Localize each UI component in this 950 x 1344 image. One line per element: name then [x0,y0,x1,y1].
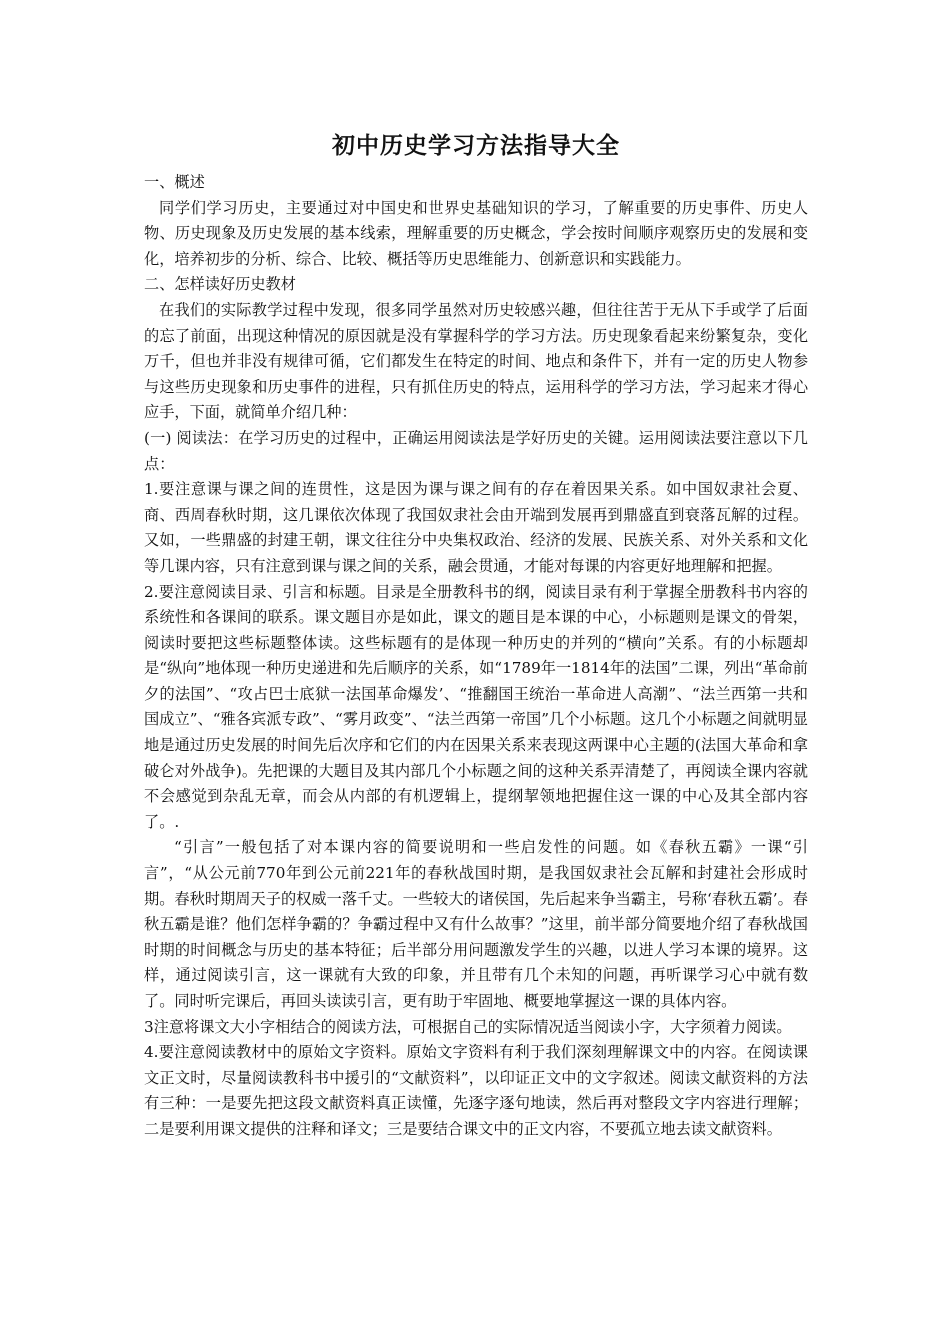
paragraph-intro: 在我们的实际教学过程中发现，很多同学虽然对历史较感兴趣，但往往苦于无从下手或学了后面的忘了前面，出现这种情况的原因就是没有掌握科学的学习方法。历史现象看起来纷繁复杂，变化万千，但也并非没有规律可循，它们都发生在特定的时间、地点和条件下，并有一定的历史人物参与这些历史现象和历史事件的进程，只有抓住历史的特点，运用科学的学习方法，学习起来才得心应手，下面，就简单介绍几种： [144,300,808,422]
paragraph-point-4: 4.要注意阅读教材中的原始文字资料。原始文字资料有利于我们深刻理解课文中的内容。在阅读课文正文时，尽量阅读教科书中援引的“文献资料”，以印证正文中的文字叙述。阅读文献资料的方法有三种：一是要先把这段文献资料真正读懂，先逐字逐句地读，然后再对整段文字内容进行理解；二是要利用课文提供的注释和译文；三是要结合课文中的正文内容，不要孤立地去读文献资料。 [144,1043,808,1138]
paragraph-reading-method: (一) 阅读法：在学习历史的过程中，正确运用阅读法是学好历史的关键。运用阅读法要注意以下几点： [144,428,808,473]
section-heading-reading: 二、怎样读好历史教材 [144,275,296,294]
paragraph-point-3: 3注意将课文大小字相结合的阅读方法，可根据自己的实际情况适当阅读小字，大字须着力阅读。 [144,1017,792,1036]
document-title: 初中历史学习方法指导大全 [332,132,620,159]
document-body [144,130,808,1143]
paragraph-point-2: 2.要注意阅读目录、引言和标题。目录是全册教科书的纲，阅读目录有利于掌握全册教科书内容的系统性和各课间的联系。课文题目亦是如此，课文的题目是本课的中心，小标题则是课文的骨架，阅读时要把这些标题整体读。这些标题有的是体现一种历史的并列的“横向”关系。有的小标题却是“纵向”地体现一种历史递进和先后顺序的关系，如“1789年一1814年的法国”二课，列出“革命前夕的法国”、“攻占巴士底狱一法国革命爆发’、“推翻国王统治一革命进人高潮”、“法兰西第一共和国成立”、“雅各宾派专政”、“雾月政变”、“法兰西第一帝国”几个小标题。这几个小标题之间就明显地是通过历史发展的时间先后次序和它们的内在因果关系来表现这两课中心主题的(法国大革命和拿破仑对外战争)。先把课的大题目及其内部几个小标题之间的这种关系弄清楚了，再阅读全课内容就不会感觉到杂乱无章，而会从内部的有机逻辑上，提纲挈领地把握住这一课的中心及其全部内容了。. [144,582,808,831]
paragraph-overview: 同学们学习历史，主要通过对中国史和世界史基础知识的学习，了解重要的历史事件、历史人物、历史现象及历史发展的基本线索，理解重要的历史概念，学会按时间顺序观察历史的发展和变化，培养初步的分析、综合、比较、概括等历史思维能力、创新意识和实践能力。 [144,198,808,268]
section-heading-overview: 一、概述 [144,173,205,191]
paragraph-point-1: 1.要注意课与课之间的连贯性，这是因为课与课之间有的存在着因果关系。如中国奴隶社会夏、商、西周春秋时期，这几课依次体现了我国奴隶社会由开端到发展再到鼎盛直到衰落瓦解的过程。又如，一些鼎盛的封建王朝，课文往往分中央集权政治、经济的发展、民族关系、对外关系和文化等几课内容，只有注意到课与课之间的关系，融会贯通，才能对每课的内容更好地理解和把握。 [144,480,808,575]
paragraph-introduction-note: “引言”一般包括了对本课内容的简要说明和一些启发性的问题。如《春秋五霸》一课“引言”，“从公元前770年到公元前221年的春秋战国时期，是我国奴隶社会瓦解和封建社会形成时期。春秋时期周天子的权威一落千丈。一些较大的诸侯国，先后起来争当霸主，号称‘春秋五霸’。春秋五霸是谁？他们怎样争霸的？争霸过程中又有什么故事？”这里，前半部分简要地介绍了春秋战国时期的时间概念与历史的基本特征；后半部分用问题激发学生的兴趣，以进人学习本课的境界。这样，通过阅读引言，这一课就有大致的印象，并且带有几个未知的问题，再听课学习心中就有数了。同时听完课后，再回头读读引言，更有助于牢固地、概要地掌握这一课的具体内容。 [144,838,808,1010]
